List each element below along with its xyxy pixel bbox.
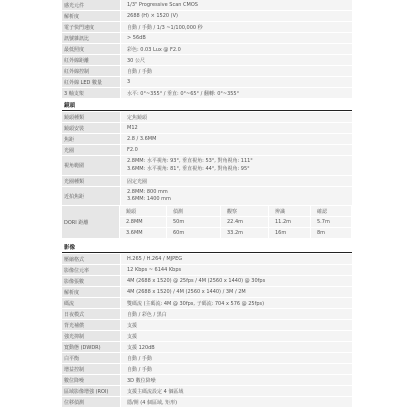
fov-line-3-6mm: 3.6MM: 水平視角: 81°, 垂直視角: 44°, 對角視角: 95° (127, 165, 250, 172)
spec-row-ir-distance (62, 55, 352, 66)
spec-value: 隱/開 (4 個區域, 矩形) (120, 397, 352, 407)
spec-row-frame-rate (62, 276, 352, 287)
dori-cell: 60m (167, 228, 221, 239)
spec-value: 4M (2688 x 1520) @ 25fps / 4M (2560 x 1440) @ 30fps (120, 276, 352, 286)
dori-cell: 11.2m (269, 217, 311, 228)
spec-row-roi (62, 386, 352, 397)
spec-label: 碼流 (62, 298, 120, 308)
dori-cell: 2.8MM (120, 217, 167, 228)
dori-cell: 8m (311, 228, 352, 239)
dori-header-cell: 觀察 (221, 206, 269, 217)
spec-value (120, 187, 352, 205)
spec-row-ir-control (62, 66, 352, 77)
dori-header-cell: 確認 (311, 206, 352, 217)
spec-value: 支援 120dB (120, 342, 352, 352)
spec-row-dwdr (62, 342, 352, 353)
spec-value: 3 (120, 77, 352, 87)
dori-cell: 33.2m (221, 228, 269, 239)
section-heading-lens: 鏡頭 (62, 99, 352, 111)
spec-value: 定焦鏡頭 (120, 112, 352, 122)
dori-cell: 16m (269, 228, 311, 239)
spec-label: 焦距 (62, 134, 120, 144)
spec-value: 自動 / 手動 (120, 353, 352, 363)
spec-label: 鏡頭安裝 (62, 123, 120, 133)
spec-row-motion-detection (62, 397, 352, 408)
spec-value: 雙碼流 (主碼流: 4M @ 30fps, 子碼流: 704 x 576 @ 25fps) (120, 298, 352, 308)
spec-label: 近拍焦距 (62, 187, 120, 205)
spec-value: 自動 / 手動 / 1/3 ~1/100,000 秒 (120, 22, 352, 32)
spec-row-noise-reduction (62, 375, 352, 386)
spec-value: 12 Kbps ~ 6144 Kbps (120, 265, 352, 275)
spec-label: 強光抑制 (62, 331, 120, 341)
spec-row-focal-length (62, 134, 352, 145)
focus-line-3-6mm: 3.6MM: 1400 mm (127, 196, 171, 202)
dori-cell: 22.4m (221, 217, 269, 228)
dori-header-cell: 辨識 (269, 206, 311, 217)
spec-row-sensor (62, 0, 352, 11)
spec-value: H.265 / H.264 / MJPEG (120, 254, 352, 264)
spec-value: F2.0 (120, 145, 352, 155)
spec-value: 固定光圈 (120, 176, 352, 186)
dori-header-cell: 偵測 (167, 206, 221, 217)
spec-row-video-resolution (62, 287, 352, 298)
spec-label: 鏡頭種類 (62, 112, 120, 122)
spec-value: 自動 / 彩色 / 黑白 (120, 309, 352, 319)
spec-row-lens-mount (62, 123, 352, 134)
spec-row-min-illumination (62, 44, 352, 55)
spec-value: > 56dB (120, 33, 352, 43)
spec-value: M12 (120, 123, 352, 133)
spec-label: 白平衡 (62, 353, 120, 363)
spec-value: 支援 (120, 320, 352, 330)
spec-label: 訊號雜訊比 (62, 33, 120, 43)
dori-table (62, 206, 352, 239)
spec-row-white-balance (62, 353, 352, 364)
spec-value: 2.8 / 3.6MM (120, 134, 352, 144)
spec-label: 數位降噪 (62, 375, 120, 385)
spec-label: 紅外線距離 (62, 55, 120, 65)
spec-value: 支援 (120, 331, 352, 341)
spec-value: 自動 / 手動 (120, 364, 352, 374)
spec-label: 區域影像增強 (ROI) (62, 386, 120, 396)
spec-label: 位移偵測 (62, 397, 120, 407)
spec-value: 水平: 0°~355° / 垂直: 0°~65° / 翻轉: 0°~355° (120, 88, 352, 98)
dori-cell: 3.6MM (120, 228, 167, 239)
spec-label: 感光元件 (62, 0, 120, 10)
spec-row-blc (62, 320, 352, 331)
spec-label: 光圈 (62, 145, 120, 155)
spec-label: 3 軸支架 (62, 88, 120, 98)
spec-label: 日夜模式 (62, 309, 120, 319)
dori-cell: 50m (167, 217, 221, 228)
spec-row-compression (62, 254, 352, 265)
spec-label: 電子快門速度 (62, 22, 120, 32)
spec-row-stream (62, 298, 352, 309)
spec-row-3-axis (62, 88, 352, 99)
spec-label: 影像張數 (62, 276, 120, 286)
spec-label: 寬動態 (DWDR) (62, 342, 120, 352)
spec-row-gain-control (62, 364, 352, 375)
spec-value (120, 156, 352, 175)
spec-label: 影像位元率 (62, 265, 120, 275)
spec-row-iris-type (62, 176, 352, 187)
spec-label: 視角範圍 (62, 156, 120, 175)
spec-value: 自動 / 手動 (120, 66, 352, 76)
spec-value: 支援主碼流設定 4 個區域 (120, 386, 352, 396)
spec-value: 3D 數位降噪 (120, 375, 352, 385)
spec-row-shutter (62, 22, 352, 33)
spec-row-bitrate (62, 265, 352, 276)
spec-row-snr (62, 33, 352, 44)
spec-label: 紅外線控制 (62, 66, 120, 76)
dori-cell: 5.7m (311, 217, 352, 228)
spec-label: 解析度 (62, 287, 120, 297)
spec-row-ir-led-count (62, 77, 352, 88)
spec-label: 背光補償 (62, 320, 120, 330)
spec-label: 紅外線 LED 數量 (62, 77, 120, 87)
spec-value: 30 公尺 (120, 55, 352, 65)
spec-value: 4M (2688 x 1520) / 4M (2560 x 1440) / 3M / 2M (120, 287, 352, 297)
section-heading-video: 影像 (62, 242, 352, 253)
spec-label: 解析度 (62, 11, 120, 21)
dori-header-cell: 鏡頭 (120, 206, 167, 217)
spec-row-field-of-view (62, 156, 352, 176)
spec-value: 1/3" Progressive Scan CMOS (120, 0, 352, 10)
fov-line-2-8mm: 2.8MM: 水平視角: 93°, 垂直視角: 53°, 對角視角: 111° (127, 158, 253, 164)
dori-grid (119, 206, 352, 239)
spec-value: 彩色: 0.03 Lux @ F2.0 (120, 44, 352, 54)
spec-row-aperture (62, 145, 352, 156)
spec-row-lens-type (62, 112, 352, 123)
spec-row-hlc (62, 331, 352, 342)
spec-row-day-night (62, 309, 352, 320)
spec-value: 2688 (H) × 1520 (V) (120, 11, 352, 21)
spec-label: 增益控制 (62, 364, 120, 374)
spec-label: 最低照度 (62, 44, 120, 54)
spec-label: 壓縮格式 (62, 254, 120, 264)
focus-line-2-8mm: 2.8MM: 800 mm (127, 188, 168, 195)
spec-row-resolution (62, 11, 352, 22)
spec-label: 光圈種類 (62, 176, 120, 186)
spec-row-close-focus (62, 187, 352, 206)
spec-label: DORI 距離 (62, 206, 119, 239)
